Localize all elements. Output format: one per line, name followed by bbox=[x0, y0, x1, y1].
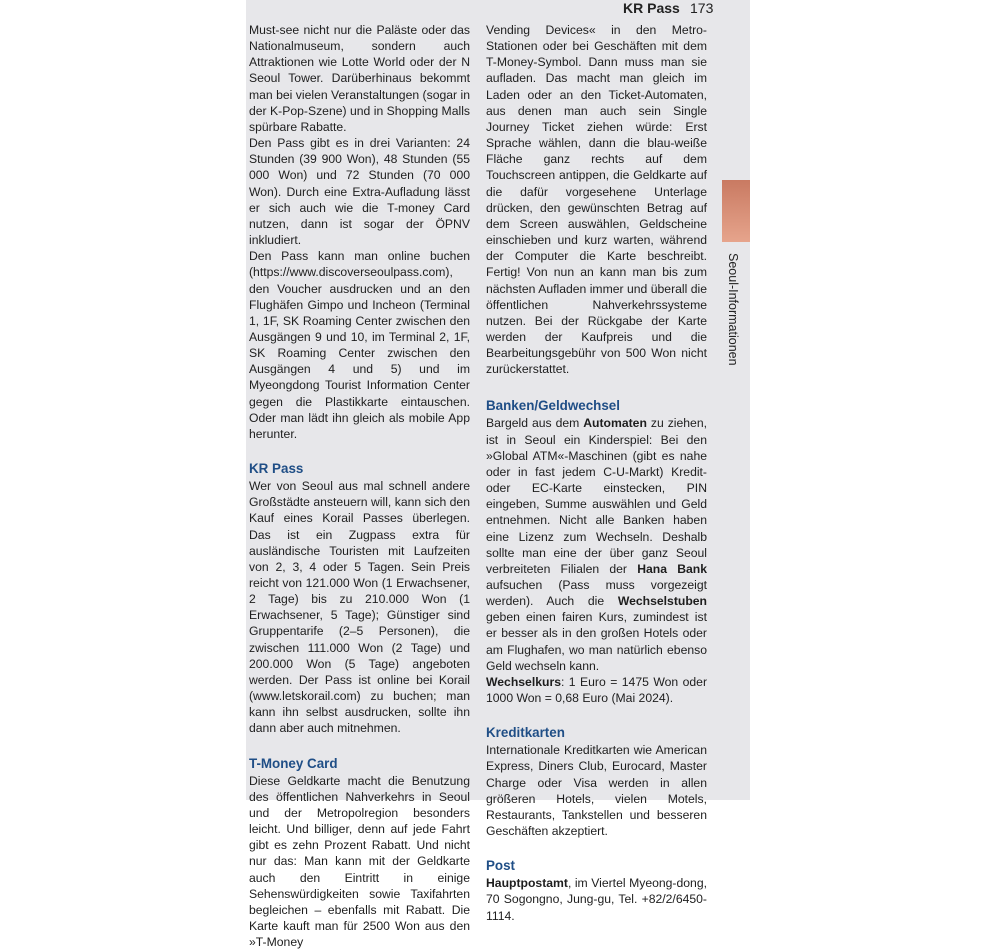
chapter-thumb-tab bbox=[722, 180, 750, 242]
text-column-right bbox=[486, 22, 707, 924]
side-tab-label: Seoul-Informationen bbox=[726, 253, 740, 366]
paragraph-booking: Den Pass kann man online buchen (https://www.discoverseoulpass.com), den Voucher ausdrucken und an den Flughäfen Gimpo und Incheon (Terminal 1, 1F, SK Roaming Center zwischen den Ausgängen 9 und 10, im Terminal 2, 1F, SK Roaming Center zwischen den Ausgängen 4 und 5) und im Myeongdong Tourist Information Center gegen die Plastikkarte eintauschen. Oder man lädt ihn gleich als mobile App herunter. bbox=[249, 249, 470, 441]
paragraph-variants: Den Pass gibt es in drei Varianten: 24 Stunden (39 900 Won), 48 Stunden (55 000 Won) und 72 Stunden (70 000 Won). Durch eine Extra-Aufladung lässt er sich auch wie die T-money Card nutzen, dann ist sogar der ÖPNV inkludiert. bbox=[249, 136, 470, 248]
running-header-title: KR Pass bbox=[623, 0, 680, 16]
page-number: 173 bbox=[690, 0, 714, 16]
paragraph-t-money-cont: Vending Devices« in den Metro-Stationen oder bei Geschäften mit dem T-Money-Symbol. Dann muss man sie aufladen. Das macht man gleich im Laden oder an den Ticket-Automaten, aus denen man auch sein Single Journey Ticket ziehen würde: Erst Sprache wählen, dann die blau-weiße Fläche ganz rechts auf dem Touchscreen antippen, die Geldkarte auf die dafür vorgesehene Unterlage drücken, den gewünschten Betrag auf dem Screen auswählen, Geldscheine einschieben und kurz warten, während der Computer die Karte beschreibt. Fertig! Von nun an kann man bis zum nächsten Aufladen immer und überall die öffentlichen Nahverkehrssysteme nutzen. Bei der Rückgabe der Karte werden der Kaufpreis und die Bearbeitungsgebühr von 500 Won nicht zurückerstattet. bbox=[486, 23, 707, 377]
paragraph-kr-pass: Wer von Seoul aus mal schnell andere Großstädte ansteuern will, kann sich den Kauf eines Korail Passes überlegen. Das ist ein Zugpass extra für ausländische Touristen mit Laufzeiten von 2, 3, 4 oder 5 Tagen. Sein Preis reicht von 121.000 Won (1 Erwachsener, 2 Tage) bis zu 210.000 Won (1 Erwachsener, 5 Tage); Günstiger sind Gruppentarife (2–5 Personen), die zwischen 111.000 Won (2 Tage) und 200.000 Won (5 Tage) angeboten werden. Der Pass ist online bei Korail (www.letskorail.com) zu buchen; man kann ihn selbst ausdrucken, sollte ihn dann aber auch mitnehmen. bbox=[249, 479, 470, 736]
paragraph-kreditkarten: Internationale Kreditkarten wie American Express, Diners Club, Eurocard, Master Charge oder Visa werden in allen größeren Hotels, vielen Motels, Restaurants, Tankstellen und besseren Geschäften akzeptiert. bbox=[486, 743, 707, 839]
heading-kreditkarten: Kreditkarten bbox=[486, 725, 565, 741]
paragraph-post: Hauptpostamt, im Viertel Myeong-dong, 70 Sogongno, Jung-gu, Tel. +82/2/6450-1114. bbox=[486, 876, 707, 923]
heading-kr-pass: KR Pass bbox=[249, 461, 304, 477]
paragraph-t-money: Diese Geldkarte macht die Benutzung des öffentlichen Nahverkehrs in Seoul und der Metropolregion besonders leicht. Und billiger, denn auf jede Fahrt gibt es zehn Prozent Rabatt. Und nicht nur das: Man kann mit der Geldkarte auch den Eintritt in einige Sehenswürdigkeiten sowie Taxifahrten begleichen – ebenfalls mit Rabatt. Die Karte kauft man für 2500 Won aus den »T-Money bbox=[249, 773, 470, 950]
heading-post: Post bbox=[486, 858, 516, 874]
heading-banken: Banken/Geldwechsel bbox=[486, 398, 620, 414]
paragraph-wechselkurs: Wechselkurs: 1 Euro = 1475 Won oder 1000 Won = 0,68 Euro (Mai 2024). bbox=[486, 674, 707, 706]
heading-t-money-card: T-Money Card bbox=[249, 755, 338, 771]
paragraph-banken: Bargeld aus dem Automaten zu ziehen, ist in Seoul ein Kinderspiel: Bei den »Global ATM«-Maschinen (gibt es nahe oder in fast jedem C-U-Markt) Kredit- oder EC-Karte einstecken, PIN eingeben, Summe auswählen und Geld entnehmen. Nicht alle Banken haben eine Lizenz zum Wechseln. Deshalb sollte man eine der über ganz Seoul verbreiteten Filialen der Hana Bank aufsuchen (Pass muss vorgezeigt werden). Auch die Wechselstuben geben einen fairen Kurs, zumindest ist er besser als in den großen Hotels oder am Flughafen, wo man natürlich ebenso Geld wechseln kann. bbox=[486, 416, 707, 673]
paragraph-intro: Must-see nicht nur die Paläste oder das Nationalmuseum, sondern auch Attraktionen wie Lotte World oder der N Seoul Tower. Darüberhinaus bekommt man bei vielen Veranstaltungen (sogar in der K-Pop-Szene) und in Shopping Malls spürbare Rabatte. bbox=[249, 23, 470, 134]
text-column-left bbox=[249, 22, 470, 950]
